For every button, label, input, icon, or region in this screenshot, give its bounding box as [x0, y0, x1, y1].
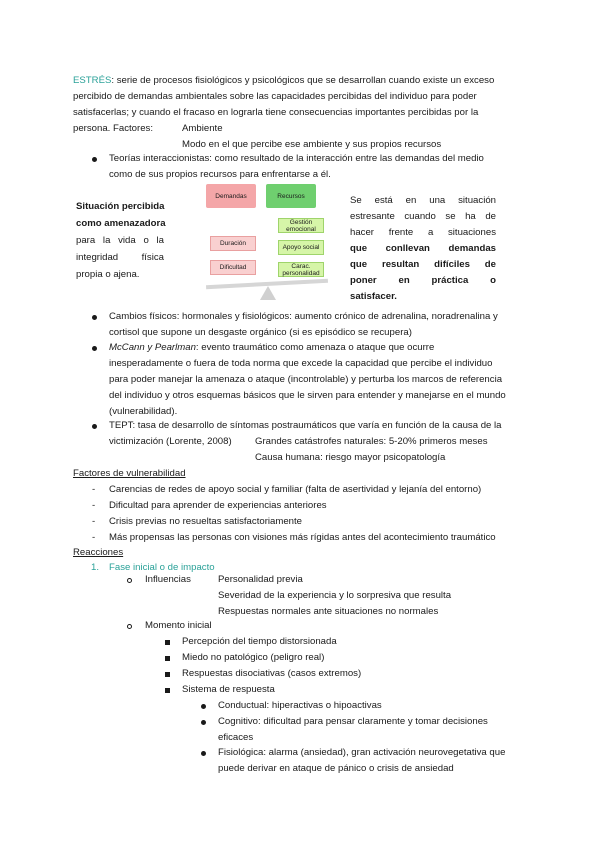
phase-number: 1. [91, 562, 100, 573]
bullet-dot [201, 720, 206, 725]
mccann-line-2: inesperadamente o fuera de toda norma que excede la capacidad que percibe el individuo [109, 358, 493, 369]
figure-left-line-4: integridad física [76, 252, 164, 263]
tept-line-2: victimización (Lorente, 2008) [109, 436, 232, 447]
phase-title: Fase inicial o de impacto [109, 562, 215, 573]
tept-item-1: Grandes catástrofes naturales: 5-20% primeros meses [255, 436, 488, 447]
vulnerabilidad-item-3: Crisis previas no resueltas satisfactoriamente [109, 516, 303, 527]
respuesta-fisiologico-1: Fisiológica: alarma (ansiedad), gran activación neurovegetativa que [218, 747, 506, 758]
figure-right-line-7: satisfacer. [350, 291, 397, 302]
estres-line-2: percibido de demandas ambientales sobre las capacidades percibidas del individuo para poder [73, 91, 477, 102]
estres-line-4: persona. Factores: [73, 123, 153, 134]
dash-bullet: - [92, 532, 96, 543]
influencias-item-2: Severidad de la experiencia y lo sorpresiva que resulta [218, 590, 452, 601]
interaccionistas-line-1: Teorías interaccionistas: como resultado de la interacción entre las demandas del medio [109, 153, 484, 164]
bullet-square [165, 672, 170, 677]
figure-right-line-1: Se está en una situación [350, 195, 496, 206]
estres-line-1: ESTRÉS: serie de procesos fisiológicos y psicológicos que se desarrollan cuando existe un exceso [73, 75, 495, 86]
momento-item-4: Sistema de respuesta [182, 684, 275, 695]
balance-diagram [180, 178, 340, 306]
demandas-box: Demandas [206, 184, 256, 208]
bullet-square [165, 656, 170, 661]
dash-bullet: - [92, 484, 96, 495]
duracion-box: Duración [210, 236, 256, 251]
vulnerabilidad-item-2: Dificultad para aprender de experiencias anteriores [109, 500, 327, 511]
respuesta-fisiologico-2: puede derivar en ataque de pánico o crisis de ansiedad [218, 763, 454, 774]
personalidad-box: Carac. personalidad [278, 262, 324, 277]
vulnerabilidad-item-1: Carencias de redes de apoyo social y familiar (falta de asertividad y lejanía del entorno) [109, 484, 482, 495]
bullet-dot [92, 315, 97, 320]
figure-right-line-2: estresante cuando se ha de [350, 211, 496, 222]
bullet-dot [201, 704, 206, 709]
cambios-line-2: cortisol que supone un desgaste orgánico (si es episódico se recupera) [109, 327, 412, 338]
figure-left-line-5: propia o ajena. [76, 269, 140, 280]
mccann-line-4: del individuo y otros esquemas básicos que le sirven para entender y manejarse en el mundo [109, 390, 506, 401]
bullet-dot [92, 346, 97, 351]
cambios-line-1: Cambios físicos: hormonales y fisiológicos: aumento crónico de adrenalina, noradrenalina y [109, 311, 498, 322]
dificultad-box: Dificultad [210, 260, 256, 275]
figure-left-line-3: para la vida o la [76, 235, 164, 246]
momento-label: Momento inicial [145, 620, 212, 631]
mccann-authors: McCann y Pearlman [109, 342, 196, 353]
vulnerabilidad-heading: Factores de vulnerabilidad [73, 468, 186, 479]
mccann-line-3: para poder manejar la amenaza o ataque (incontrolable) y perturba los marcos de referencia [109, 374, 503, 385]
gestion-emocional-box: Gestión emocional [278, 218, 324, 233]
bullet-dot [201, 751, 206, 756]
recursos-box: Recursos [266, 184, 316, 208]
figure-right-line-5: que resultan difíciles de [350, 259, 496, 270]
dash-bullet: - [92, 500, 96, 511]
momento-item-1: Percepción del tiempo distorsionada [182, 636, 337, 647]
balance-fulcrum [260, 286, 276, 300]
interaccionistas-line-2: como de sus propios recursos para enfrentarse a él. [109, 169, 331, 180]
estres-term: ESTRÉS [73, 75, 112, 86]
influencias-item-1: Personalidad previa [218, 574, 303, 585]
figure-right-line-6: poner en práctica o [350, 275, 496, 286]
vulnerabilidad-item-4: Más propensas las personas con visiones más rígidas antes del acontecimiento traumático [109, 532, 496, 543]
bullet-dot [92, 424, 97, 429]
respuesta-conductual: Conductual: hiperactivas o hipoactivas [218, 700, 382, 711]
respuesta-cognitivo-1: Cognitivo: dificultad para pensar claramente y tomar decisiones [218, 716, 488, 727]
dash-bullet: - [92, 516, 96, 527]
momento-item-3: Respuestas disociativas (casos extremos) [182, 668, 362, 679]
mccann-line-5: (vulnerabilidad). [109, 406, 178, 417]
bullet-square [165, 688, 170, 693]
figure-right-line-4: que conllevan demandas [350, 243, 496, 254]
bullet-dot [92, 157, 97, 162]
figure-left-line-2: como amenazadora [76, 218, 166, 229]
bullet-ring [127, 578, 132, 583]
estres-line-3: satisfacerlas; y cuando el fracaso en lograrla tiene consecuencias importantes percibidas por la [73, 107, 479, 118]
influencias-label: Influencias [145, 574, 191, 585]
bullet-ring [127, 624, 132, 629]
influencias-item-3: Respuestas normales ante situaciones no normales [218, 606, 439, 617]
figure-left-line-1: Situación percibida [76, 201, 165, 212]
tept-line-1: TEPT: tasa de desarrollo de síntomas postraumáticos que varía en función de la causa de la [109, 420, 502, 431]
factor-ambiente: Ambiente [182, 123, 223, 134]
apoyo-social-box: Apoyo social [278, 240, 324, 255]
bullet-square [165, 640, 170, 645]
tept-item-2: Causa humana: riesgo mayor psicopatología [255, 452, 446, 463]
figure-right-line-3: hacer frente a situaciones [350, 227, 496, 238]
factor-modo: Modo en el que percibe ese ambiente y sus propios recursos [182, 139, 442, 150]
reacciones-heading: Reacciones [73, 547, 124, 558]
mccann-line-1: McCann y Pearlman: evento traumático como amenaza o ataque que ocurre [109, 342, 435, 353]
momento-item-2: Miedo no patológico (peligro real) [182, 652, 325, 663]
respuesta-cognitivo-2: eficaces [218, 732, 254, 743]
